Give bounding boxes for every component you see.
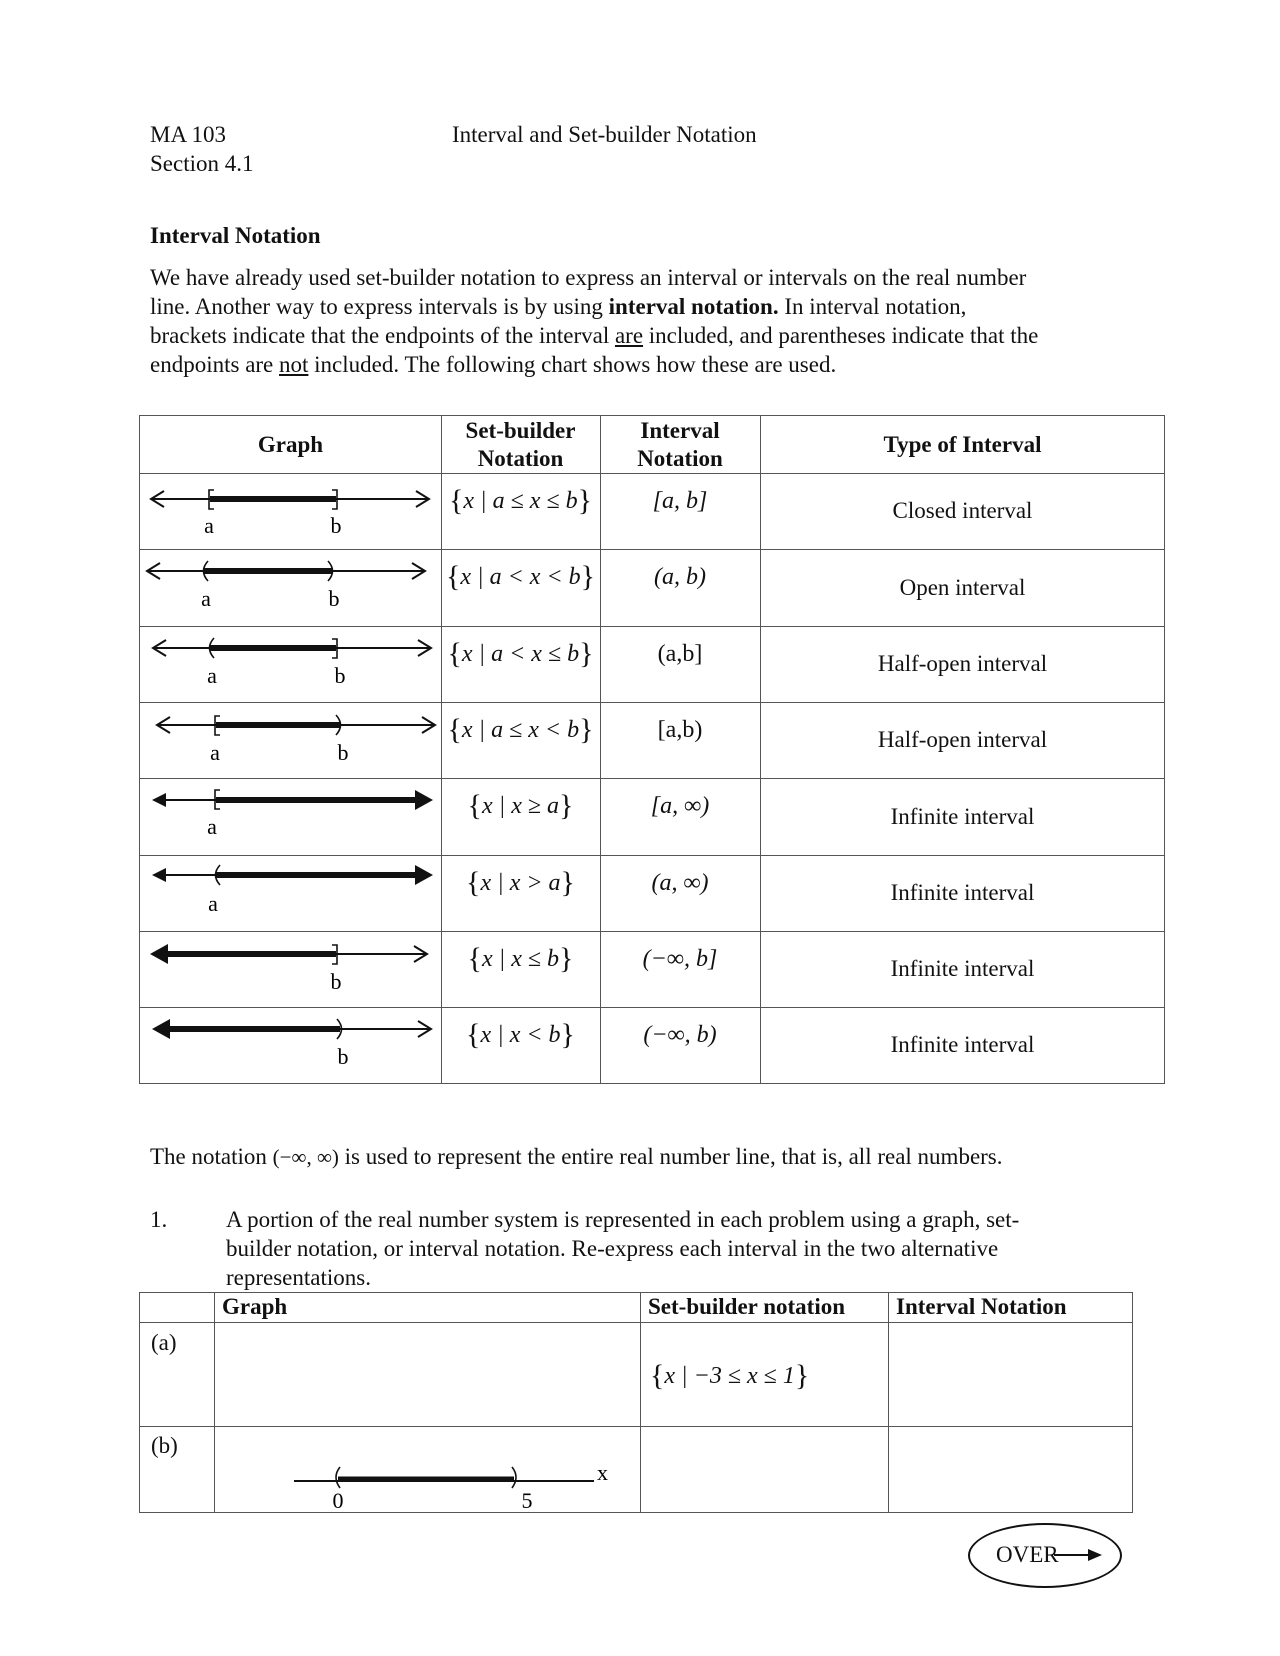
- header-interval: [600, 416, 760, 473]
- svg-text:a: a: [201, 586, 211, 611]
- setbuilder-given-a: { x | −3 ≤ x ≤ 1 }: [650, 1359, 810, 1392]
- setbuilder-cell: { x | a ≤ x ≤ b }: [448, 484, 593, 517]
- section-number: Section 4.1: [150, 151, 254, 176]
- number-line-graph-ray-left-closed: [140, 931, 441, 1007]
- header-interval-line1: Interval: [640, 417, 720, 443]
- real-line-note: [150, 1143, 1003, 1171]
- number-line-graph-ray-right-open: [140, 855, 441, 931]
- interval-answer-b[interactable]: [890, 1428, 1132, 1512]
- axis-label-x: x: [597, 1460, 608, 1485]
- interval-chart-table: [139, 415, 1165, 1084]
- svg-text:a: a: [207, 814, 217, 839]
- setbuilder-value: x | x < b: [480, 1022, 561, 1048]
- number-line-graph-closed: [140, 473, 441, 549]
- label-b: b: [330, 513, 342, 538]
- ex-header-interval: Interval Notation: [896, 1294, 1067, 1319]
- number-line-graph-half-open-right: [140, 702, 441, 778]
- type-cell: Half-open interval: [877, 727, 1048, 752]
- svg-text:b: b: [337, 740, 349, 765]
- intro-line-1: We have already used set-builder notation to express an interval or intervals on the real number: [150, 265, 1027, 290]
- setbuilder-value: x | x ≥ a: [481, 793, 560, 819]
- number-line-graph-ray-left-open: [140, 1007, 441, 1083]
- note-before: The notation: [150, 1144, 273, 1169]
- setbuilder-cell: { x | a < x < b }: [445, 560, 596, 593]
- setbuilder-cell: { x | x > a }: [466, 866, 575, 899]
- header-type: Type of Interval: [883, 431, 1042, 457]
- note-notation: (−∞, ∞): [272, 1145, 339, 1169]
- type-cell: Infinite interval: [890, 880, 1035, 905]
- setbuilder-value: x | x ≤ b: [481, 946, 560, 972]
- type-cell: Closed interval: [892, 498, 1033, 523]
- ex-header-graph: Graph: [222, 1294, 288, 1319]
- setbuilder-answer-b[interactable]: [642, 1428, 887, 1512]
- header-setbuilder-line1: Set-builder: [465, 417, 576, 443]
- graph-answer-a[interactable]: [216, 1324, 639, 1425]
- interval-cell: (a, b): [654, 564, 706, 590]
- ex-header-setbuilder: Set-builder notation: [648, 1294, 846, 1319]
- intro-paragraph: [150, 263, 1150, 379]
- emphasis-not: not: [279, 352, 309, 377]
- interval-cell: (−∞, b): [643, 1022, 717, 1048]
- intro-line-4b: included. The following chart shows how these are used.: [308, 352, 837, 377]
- svg-text:a: a: [210, 740, 220, 765]
- svg-text:a: a: [208, 891, 218, 916]
- setbuilder-cell: { x | a < x ≤ b }: [447, 637, 594, 670]
- header-graph: Graph: [257, 431, 324, 457]
- svg-text:b: b: [330, 969, 342, 994]
- interval-cell: [a,b): [657, 717, 703, 743]
- intro-line-3b: included, and parentheses indicate that the: [643, 323, 1039, 348]
- interval-cell: (a, ∞): [651, 870, 709, 896]
- setbuilder-value: x | a ≤ x < b: [461, 717, 580, 743]
- setbuilder-cell: { x | x ≥ a }: [467, 789, 574, 822]
- row-label-a: (a): [151, 1330, 177, 1355]
- section-heading: Interval Notation: [150, 223, 321, 248]
- intro-line-4a: endpoints are: [150, 352, 280, 377]
- header-setbuilder: [441, 416, 600, 473]
- number-line-graph-b: [216, 1428, 639, 1512]
- intro-line-3a: brackets indicate that the endpoints of the interval: [150, 323, 615, 348]
- exercise-line-1: A portion of the real number system is represented in each problem using a graph, set-: [226, 1207, 1020, 1232]
- over-badge: [968, 1523, 1122, 1588]
- intro-line-2a: line. Another way to express intervals is by using: [150, 294, 609, 319]
- setbuilder-cell: { x | x < b }: [466, 1018, 575, 1051]
- setbuilder-cell: { x | x ≤ b }: [467, 942, 574, 975]
- svg-text:b: b: [334, 663, 346, 688]
- over-label: OVER: [996, 1542, 1059, 1567]
- page-title: Interval and Set-builder Notation: [452, 122, 757, 147]
- setbuilder-value: x | x > a: [480, 870, 561, 896]
- setbuilder-cell: { x | a ≤ x < b }: [447, 713, 594, 746]
- type-cell: Infinite interval: [890, 956, 1035, 981]
- note-after: is used to represent the entire real number line, that is, all real numbers.: [338, 1144, 1003, 1169]
- setbuilder-value: x | a ≤ x ≤ b: [463, 488, 578, 514]
- type-cell: Infinite interval: [890, 1032, 1035, 1057]
- tick-label-5: 5: [521, 1488, 533, 1512]
- header-interval-line2: Notation: [637, 445, 723, 471]
- tick-label-0: 0: [332, 1488, 344, 1512]
- number-line-graph-ray-right-closed: [140, 778, 441, 854]
- svg-text:a: a: [207, 663, 217, 688]
- type-cell: Half-open interval: [877, 651, 1048, 676]
- exercise-line-3: representations.: [226, 1265, 371, 1290]
- setbuilder-value: x | −3 ≤ x ≤ 1: [664, 1362, 795, 1389]
- interval-cell: (a,b]: [657, 641, 703, 667]
- interval-cell: [a, b]: [652, 488, 708, 514]
- exercise-number: 1.: [150, 1207, 168, 1232]
- intro-line-2b: In interval notation,: [778, 294, 967, 319]
- type-cell: Open interval: [899, 574, 1026, 600]
- setbuilder-value: x | a < x < b: [460, 564, 581, 590]
- svg-text:b: b: [337, 1044, 349, 1069]
- label-a: a: [204, 513, 214, 538]
- interval-notation-term: interval notation.: [608, 294, 779, 319]
- arrow-right-icon: [1054, 1545, 1104, 1565]
- interval-cell: (−∞, b]: [642, 946, 718, 972]
- type-cell: Infinite interval: [890, 803, 1035, 829]
- emphasis-are: are: [614, 323, 644, 348]
- course-code: MA 103: [150, 122, 227, 147]
- header-setbuilder-line2: Notation: [477, 445, 564, 471]
- svg-text:b: b: [328, 586, 340, 611]
- exercise-table: [139, 1292, 1133, 1513]
- number-line-graph-open: [140, 549, 441, 625]
- exercise-line-2: builder notation, or interval notation. Re-express each interval in the two alternative: [226, 1236, 999, 1261]
- interval-cell: [a, ∞): [650, 793, 710, 819]
- setbuilder-value: x | a < x ≤ b: [461, 641, 580, 667]
- number-line-graph-half-open-left: [140, 626, 441, 702]
- interval-answer-a[interactable]: [890, 1324, 1132, 1425]
- row-label-b: (b): [151, 1433, 178, 1458]
